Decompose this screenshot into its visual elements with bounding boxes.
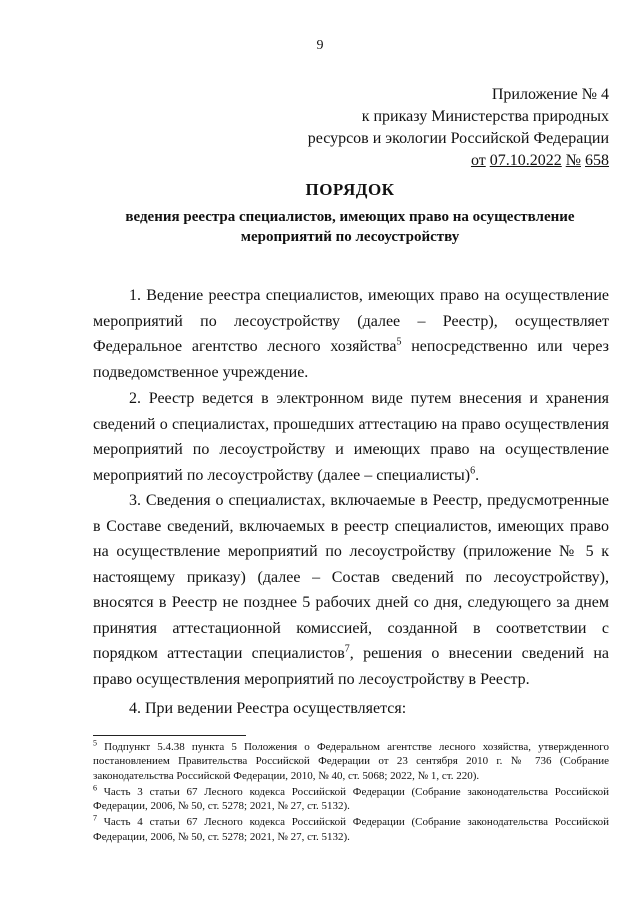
footnote-7: [93, 815, 609, 844]
order-date: 07.10.2022: [489, 152, 562, 169]
paragraph-3-text: 3. Сведения о специалистах, включаемые в Реестр, предусмотренные в Составе сведений, включаемых в реестр специалистов, имеющих право на осуществление мероприятий по лесоустройству (приложение № 5 к настоящему приказу) (далее – Состав сведений по лесоустройству), вносятся в Реестр не позднее 5 рабочих дней со дня, следующего за днем принятия аттестационной комиссией, созданной в соответствии с порядком аттестации специалистов: [93, 492, 609, 662]
footnote-mark: 6: [93, 783, 97, 793]
footnote-text: Подпункт 5.4.38 пункта 5 Положения о Федеральном агентстве лесного хозяйства, утвержденного постановлением Правительства Российской Федерации от 23 сентября 2010 г. № 736 (Собрание законодательства Российской Федерации, 2010, № 40, ст. 5068; 2022, № 1, ст. 220).: [93, 741, 609, 782]
footnote-ref-5: 5: [396, 336, 402, 348]
footnote-divider: [93, 735, 246, 736]
footnote-text: Часть 3 статьи 67 Лесного кодекса Российской Федерации (Собрание законодательства Российской Федерации, 2006, № 50, ст. 5278; 2021, № 27, ст. 5132).: [93, 785, 609, 813]
appendix-line-3: ресурсов и экологии Российской Федерации: [307, 130, 609, 147]
paragraph-4: [93, 696, 609, 722]
paragraph-3-text-end: , решения о внесении сведений на право осуществления мероприятий по лесоустройству в Реестр.: [93, 645, 609, 688]
date-prefix: от: [470, 152, 486, 169]
footnote-mark: 5: [93, 738, 97, 748]
footnotes: [93, 740, 609, 846]
appendix-line-2: к приказу Министерства природных: [361, 108, 609, 125]
footnote-6: [93, 785, 609, 814]
paragraph-3: [93, 488, 609, 692]
appendix-header: [308, 84, 609, 172]
footnote-ref-6: 6: [470, 465, 476, 477]
footnote-mark: 7: [93, 813, 97, 823]
footnote-ref-7: 7: [344, 643, 350, 655]
document-title: ПОРЯДОК: [305, 180, 395, 199]
subtitle-line-1: ведения реестра специалистов, имеющих право на осуществление: [125, 209, 575, 225]
subtitle-line-2: мероприятий по лесоустройству: [240, 229, 460, 245]
page-number: 9: [316, 38, 324, 53]
paragraph-2-text: 2. Реестр ведется в электронном виде путем внесения и хранения сведений о специалистах, прошедших аттестацию на право осуществления мероприятий по лесоустройству и имеющих право на осуществление мероприятий по лесоустройству (далее – специалисты): [93, 390, 609, 484]
paragraph-2-text-end: .: [475, 466, 480, 484]
number-prefix: №: [565, 152, 581, 169]
paragraph-4-text: 4. При ведении Реестра осуществляется:: [129, 700, 407, 717]
paragraph-1-text-end: непосредственно или через подведомственное учреждение.: [93, 338, 609, 381]
paragraph-2: [93, 386, 609, 488]
paragraph-1-text: 1. Ведение реестра специалистов, имеющих право на осуществление мероприятий по лесоустройству (далее – Реестр), осуществляет Федеральное агентство лесного хозяйства: [93, 287, 609, 355]
order-number: 658: [585, 152, 609, 169]
footnote-5: [93, 740, 609, 783]
document-subtitle: [0, 207, 640, 247]
footnote-text: Часть 4 статьи 67 Лесного кодекса Российской Федерации (Собрание законодательства Российской Федерации, 2006, № 50, ст. 5278; 2021, № 27, ст. 5132).: [93, 816, 609, 843]
appendix-line-1: Приложение № 4: [491, 86, 609, 103]
appendix-date-line: [308, 150, 609, 172]
paragraph-1: [93, 283, 609, 385]
